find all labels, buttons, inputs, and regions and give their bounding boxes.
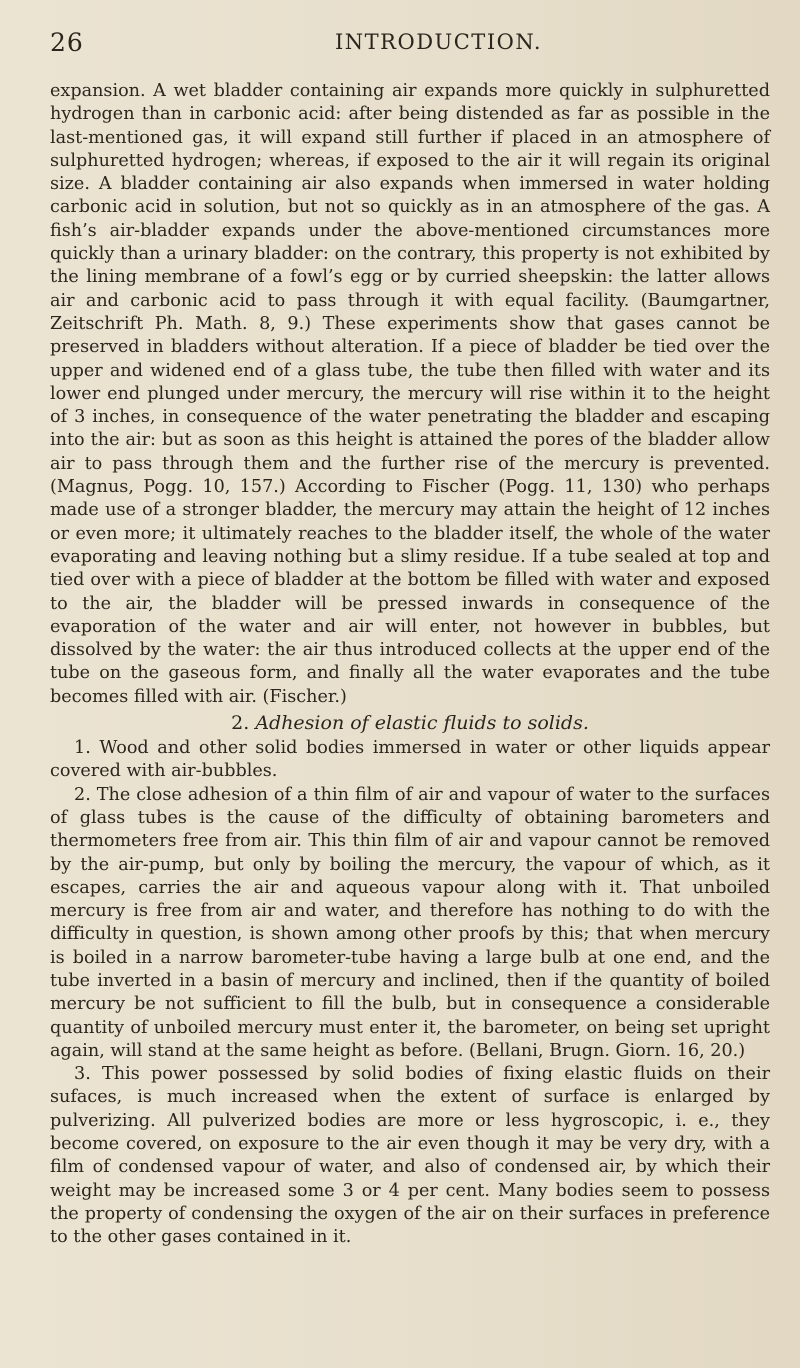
paragraph-1: 1. Wood and other solid bodies immersed in water or other liquids appear covered with air-bubbles. <box>50 738 770 782</box>
paragraph-continued: expansion. A wet bladder containing air expands more quickly in sulphuretted hydrogen than in carbonic acid: after being distended as far as possible in the last-mentioned gas, it will expand still further if placed in an atmosphere of sulphuretted hydrogen; whereas, if exposed to the air it will regain its original size. A bladder containing air also expands when immersed in water holding carbonic acid in solution, but not so quickly as in an atmosphere of the gas. A fish’s air-bladder expands under the above-mentioned circumstances more quickly than a urinary bladder: on the contrary, this property is not exhibited by the lining membrane of a fowl’s egg or by curried sheepskin: the latter allows air and carbonic acid to pass through it with equal facility. (Baumgartner, Zeitschrift Ph. Math. 8, 9.) These experiments show that gases cannot be preserved in bladders without alteration. If a piece of bladder be tied over the upper and widened end of a glass tube, the tube then filled with water and its lower end plunged under mercury, the mercury will rise within it to the height of 3 inches, in consequence of the water penetrating the bladder and escaping into the air: but as soon as this height is attained the pores of the bladder allow air to pass through them and the further rise of the mercury is prevented. (Magnus, Pogg. 10, 157.) According to Fischer (Pogg. 11, 130) who perhaps made use of a stronger bladder, the mercury may attain the height of 12 inches or even more; it ultimately reaches to the bladder itself, the whole of the water evaporating and leaving nothing but a slimy residue. If a tube sealed at top and tied over with a piece of bladder at the bottom be filled with water and exposed to the air, the bladder will be pressed inwards in consequence of the evaporation of the water and air will enter, not however in bubbles, but dissolved by the water: the air thus introduced collects at the upper end of the tube on the gaseous form, and finally all the water evaporates and the tube becomes filled with air. (Fischer.) <box>50 81 770 707</box>
page-number: 26 <box>50 28 84 57</box>
running-head: INTRODUCTION. <box>335 30 543 54</box>
section-title: Adhesion of elastic fluids to solids. <box>255 712 589 735</box>
paragraph-3: 3. This power possessed by solid bodies of fixing elastic fluids on their sufaces, is much increased when the extent of surface is enlarged by pulverizing. All pulverized bodies are more or less hygroscopic, i. e., they become covered, on exposure to the air even though it may be very dry, with a film of condensed vapour of water, and also of condensed air, by which their weight may be increased some 3 or 4 per cent. Many bodies seem to possess the property of condensing the oxygen of the air on their surfaces in preference to the other gases contained in it. <box>50 1064 770 1248</box>
paragraph-2: 2. The close adhesion of a thin film of air and vapour of water to the surfaces of glass tubes is the cause of the difficulty of obtaining barometers and thermometers free from air. This thin film of air and vapour cannot be removed by the air-pump, but only by boiling the mercury, the vapour of which, as it escapes, carries the air and aqueous vapour along with it. That unboiled mercury is free from air and water, and therefore has nothing to do with the difficulty in question, is shown among other proofs by this; that when mercury is boiled in a narrow barometer-tube having a large bulb at one end, and the tube inverted in a basin of mercury and inclined, then if the quantity of boiled mercury be not sufficient to fill the bulb, but in consequence a considerable quantity of unboiled mercury must enter it, the barometer, on being set upright again, will stand at the same height as before. (Bellani, Brugn. Giorn. 16, 20.) <box>50 784 770 1061</box>
page-header <box>50 28 730 58</box>
section-heading <box>50 709 770 737</box>
section-number: 2. <box>231 712 250 735</box>
body-text <box>50 80 770 1250</box>
